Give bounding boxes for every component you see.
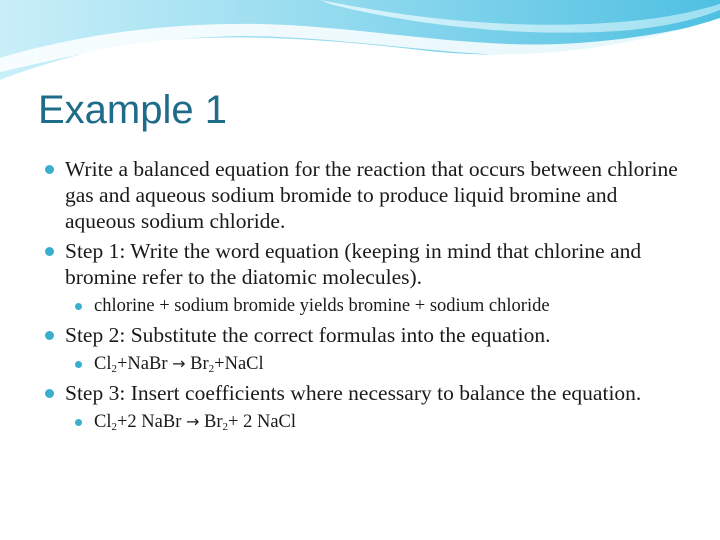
subscript: 2 <box>208 363 215 375</box>
chemical-equation <box>94 412 296 432</box>
bullet-dot-icon <box>45 165 54 174</box>
reactant-1: Cl <box>94 412 112 432</box>
subscript: 2 <box>111 421 117 433</box>
arrow-icon: → <box>172 354 186 373</box>
bullet-dot-icon <box>45 331 54 340</box>
bullet-item <box>44 156 684 234</box>
bullet-dot-icon <box>45 247 54 256</box>
reactant-2: +2 NaBr <box>116 412 182 432</box>
reactant-2: +NaBr <box>116 354 168 374</box>
product-1: Br <box>185 354 209 374</box>
header-wave-decoration <box>0 0 720 90</box>
bullet-item <box>44 322 684 348</box>
bullet-item <box>44 238 684 290</box>
product-2: +NaCl <box>214 354 264 374</box>
bullet-item <box>44 380 684 406</box>
bullet-list <box>44 156 684 434</box>
bullet-text: Step 3: Insert coefficients where necessary to balance the equation. <box>65 381 642 405</box>
chemical-equation <box>94 354 264 374</box>
sub-bullet-item <box>74 294 684 318</box>
bullet-dot-icon <box>45 389 54 398</box>
sub-bullet-text: chlorine + sodium bromide yields bromine + sodium chloride <box>94 296 550 316</box>
bullet-dot-icon <box>75 361 82 368</box>
bullet-dot-icon <box>75 419 82 426</box>
subscript: 2 <box>111 363 117 375</box>
slide-content <box>44 156 684 438</box>
bullet-text: Step 2: Substitute the correct formulas into the equation. <box>65 323 551 347</box>
sub-bullet-item <box>74 352 684 376</box>
product-2: + 2 NaCl <box>228 412 297 432</box>
bullet-text: Step 1: Write the word equation (keeping in mind that chlorine and bromine refer to the diatomic molecules). <box>65 239 642 289</box>
reactant-1: Cl <box>94 354 112 374</box>
product-1: Br <box>199 412 223 432</box>
bullet-dot-icon <box>75 303 82 310</box>
subscript: 2 <box>222 421 229 433</box>
sub-bullet-item <box>74 410 684 434</box>
bullet-text: Write a balanced equation for the reaction that occurs between chlorine gas and aqueous sodium bromide to produce liquid bromine and aqueous sodium chloride. <box>65 157 678 233</box>
arrow-icon: → <box>186 412 200 431</box>
slide-title: Example 1 <box>38 88 227 132</box>
